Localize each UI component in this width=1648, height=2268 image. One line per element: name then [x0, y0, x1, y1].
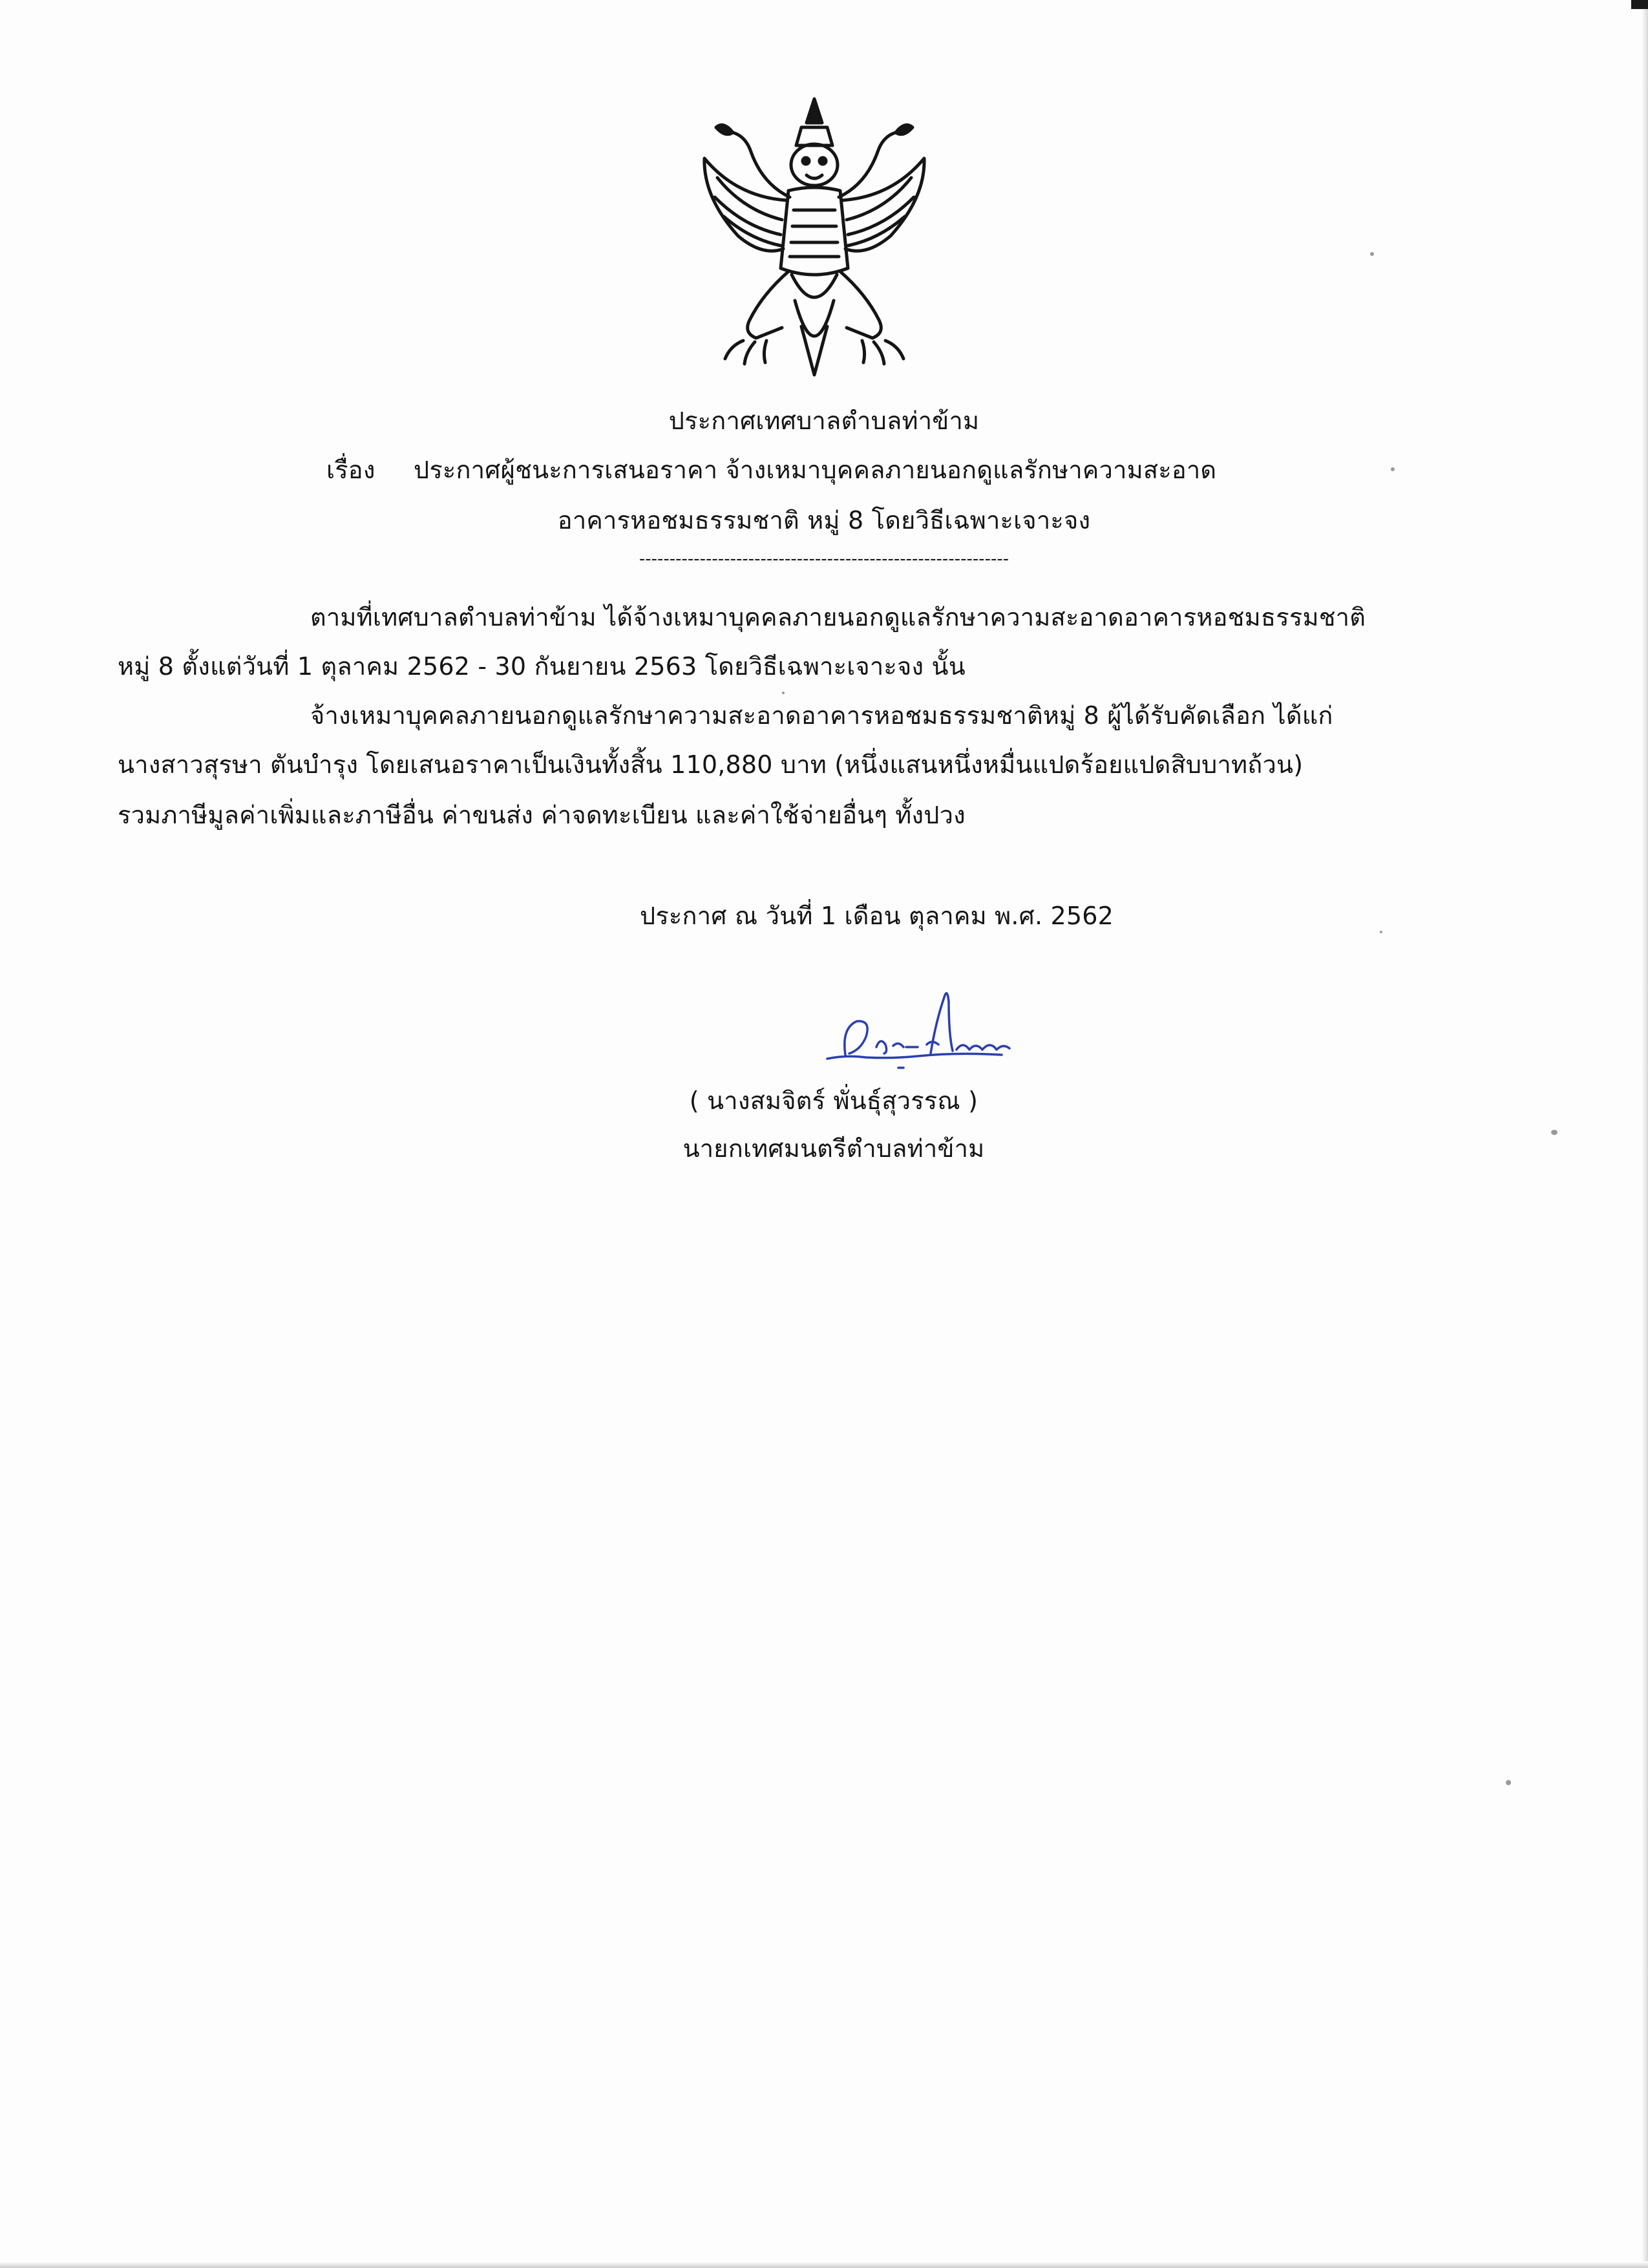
paragraph-1-line-2: หมู่ 8 ตั้งแต่วันที่ 1 ตุลาคม 2562 - 30 กันยายน 2563 โดยวิธีเฉพาะเจาะจง นั้น [118, 652, 966, 681]
paragraph-2-line-1: จ้างเหมาบุคคลภายนอกดูแลรักษาความสะอาดอาคารหอชมธรรมชาติหมู่ 8 ผู้ได้รับคัดเลือก ได้แก่ [310, 701, 1333, 730]
subject-text: ประกาศผู้ชนะการเสนอราคา จ้างเหมาบุคคลภายนอกดูแลรักษาความสะอาด [414, 456, 1217, 484]
divider: ------------------------------------------------------------- [639, 549, 1009, 569]
subject-label: เรื่อง [326, 456, 375, 484]
announcement-date: ประกาศ ณ วันที่ 1 เดือน ตุลาคม พ.ศ. 2562 [640, 902, 1114, 930]
scan-speck [1380, 931, 1382, 933]
document-heading: ประกาศเทศบาลตำบลท่าข้าม [668, 407, 980, 435]
scan-speck [782, 692, 785, 694]
scan-edge-corner [1631, 0, 1648, 9]
paragraph-1-line-1: ตามที่เทศบาลตำบลท่าข้าม ได้จ้างเหมาบุคคลภายนอกดูแลรักษาความสะอาดอาคารหอชมธรรมชาติ [310, 603, 1366, 631]
paragraph-2-line-2: นางสาวสุรษา ตันบำรุง โดยเสนอราคาเป็นเงินทั้งสิ้น 110,880 บาท (หนึ่งแสนหนึ่งหมื่นแปดร้อยแปดสิบบาทถ้วน) [118, 750, 1304, 779]
signature-icon [821, 982, 1034, 1079]
paragraph-2-line-3: รวมภาษีมูลค่าเพิ่มและภาษีอื่น ค่าขนส่ง ค่าจดทะเบียน และค่าใช้จ่ายอื่นๆ ทั้งปวง [118, 801, 966, 829]
scan-speck [1506, 1780, 1511, 1785]
scan-edge-right [1642, 0, 1648, 2268]
scan-edge-bottom [0, 2262, 1648, 2268]
subject-text-line2: อาคารหอชมธรรมชาติ หมู่ 8 โดยวิธีเฉพาะเจาะจง [557, 506, 1091, 535]
garuda-emblem-icon [679, 87, 950, 385]
scan-speck [1370, 252, 1374, 256]
signer-title: นายกเทศมนตรีตำบลท่าข้าม [682, 1134, 985, 1163]
scan-speck [1551, 1130, 1558, 1135]
signer-name: ( นางสมจิตร์ พั่นธุ์สุวรรณ ) [689, 1086, 978, 1115]
scan-speck [1391, 467, 1395, 471]
